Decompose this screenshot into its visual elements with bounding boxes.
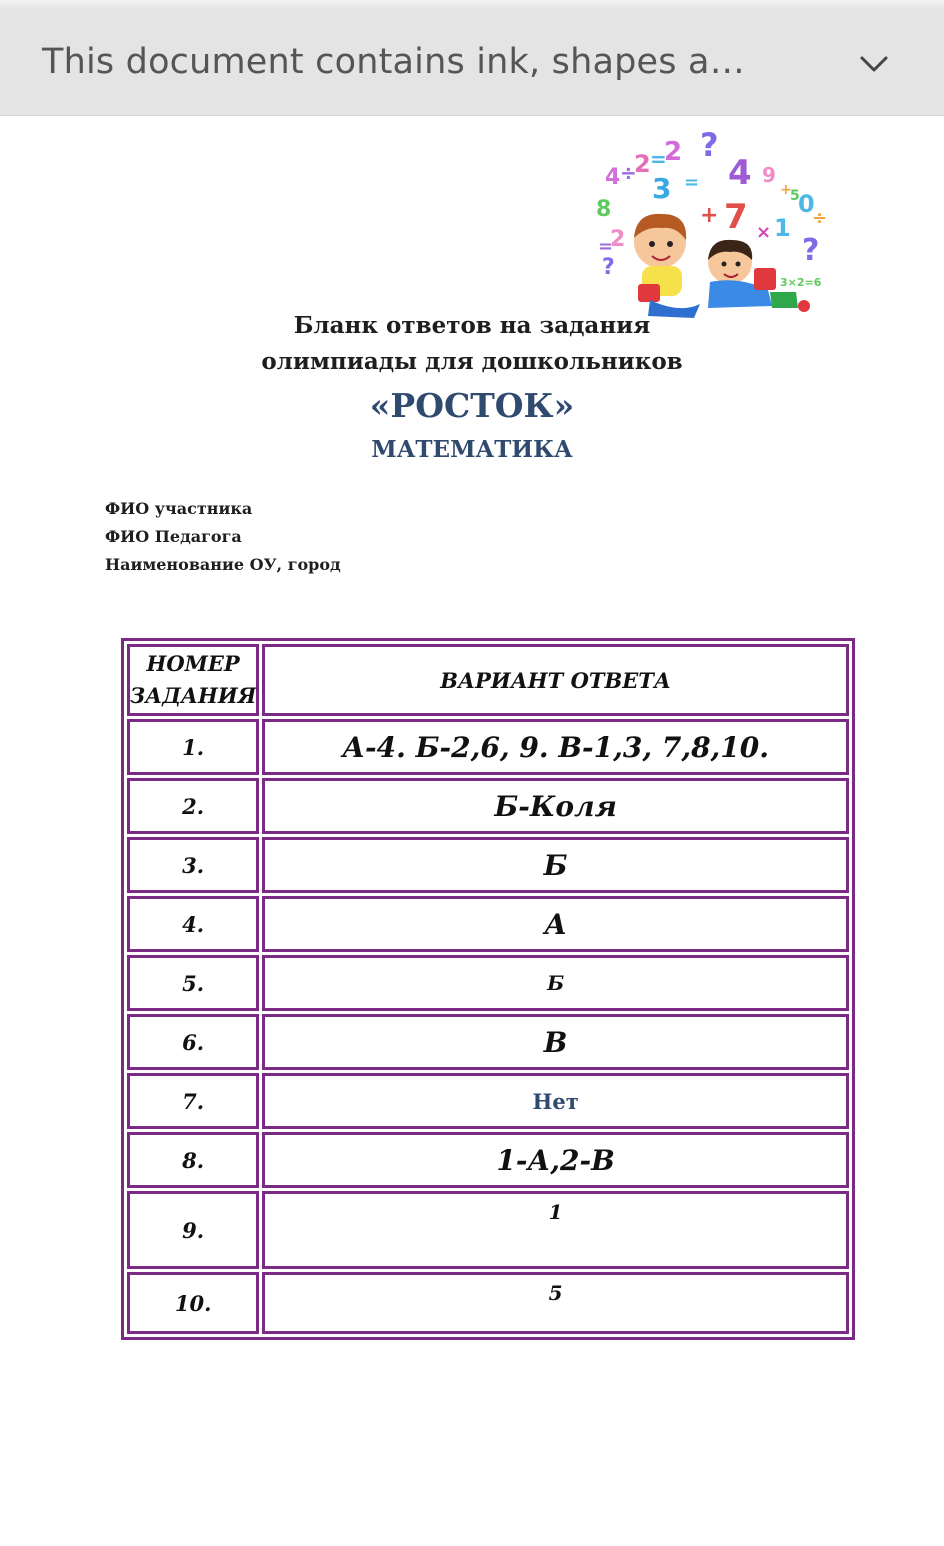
task-number: 3.: [127, 837, 259, 893]
task-number: 2.: [127, 778, 259, 834]
document-notice-banner[interactable]: [0, 8, 944, 116]
illus-numeral: ×: [756, 222, 772, 243]
task-answer: Б: [262, 955, 849, 1011]
table-row: [127, 1132, 849, 1188]
illus-numeral: ÷: [812, 208, 828, 229]
table-row: [127, 778, 849, 834]
table-row: [127, 837, 849, 893]
task-answer: А: [262, 896, 849, 952]
illus-numeral: 0: [798, 190, 815, 218]
header-task-number-line2: ЗАДАНИЯ: [130, 683, 257, 708]
table-row: [127, 1014, 849, 1070]
illus-numeral: 4: [605, 165, 621, 190]
illus-numeral: ?: [700, 126, 719, 164]
document-title-line1: Бланк ответов на задания: [293, 312, 651, 339]
task-number: 6.: [127, 1014, 259, 1070]
illus-numeral: 3: [652, 172, 672, 205]
answers-table: [121, 638, 855, 1340]
table-row: [127, 1073, 849, 1129]
task-answer: 1-А,2-В: [262, 1132, 849, 1188]
notice-text: This document contains ink, shapes a…: [42, 42, 745, 82]
teacher-name-label: ФИО Педагога: [105, 527, 242, 546]
illus-numeral: 5: [790, 188, 800, 204]
illus-numeral: 4: [728, 153, 752, 193]
illus-numeral: =: [650, 147, 667, 171]
task-number: 8.: [127, 1132, 259, 1188]
document-title-line2: олимпиады для дошкольников: [261, 348, 683, 375]
task-number: 1.: [127, 719, 259, 775]
table-row: [127, 896, 849, 952]
task-number: 9.: [127, 1191, 259, 1269]
chevron-down-icon[interactable]: [856, 46, 892, 82]
task-answer: Б: [262, 837, 849, 893]
illus-numeral: 8: [596, 197, 612, 222]
illus-numeral: +: [700, 203, 719, 228]
illus-numeral: ?: [802, 233, 820, 268]
olympiad-name: «РОСТОК»: [369, 386, 575, 425]
header-task-number-line1: НОМЕР: [146, 651, 240, 676]
task-answer: Нет: [262, 1073, 849, 1129]
kids-math-illustration: [590, 122, 835, 322]
header-answer-variant: ВАРИАНТ ОТВЕТА: [262, 644, 849, 716]
task-number: 5.: [127, 955, 259, 1011]
table-row: [127, 1272, 849, 1334]
illus-numeral: ÷: [620, 161, 637, 185]
status-bar-shadow: [0, 0, 944, 8]
header-task-number: [127, 644, 259, 716]
illus-numeral: 7: [724, 197, 748, 237]
task-answer: Б-Коля: [262, 778, 849, 834]
institution-city-label: Наименование ОУ, город: [105, 555, 341, 574]
illus-numeral: =: [684, 172, 700, 193]
task-answer: 5: [262, 1272, 849, 1334]
table-row: [127, 1191, 849, 1269]
task-number: 4.: [127, 896, 259, 952]
table-header-row: [127, 644, 849, 716]
illus-numeral: =: [598, 236, 614, 257]
illus-numeral: 2: [634, 150, 651, 178]
illus-numeral: 1: [774, 214, 791, 242]
table-row: [127, 955, 849, 1011]
illus-numeral: ?: [602, 255, 615, 280]
participant-name-label: ФИО участника: [105, 499, 253, 518]
illus-numeral: 9: [762, 163, 776, 187]
illus-numeral: +: [780, 182, 792, 198]
task-answer: А-4. Б-2,6, 9. В-1,3, 7,8,10.: [262, 719, 849, 775]
task-answer: 1: [262, 1191, 849, 1269]
table-row: [127, 719, 849, 775]
illus-numeral: 2: [610, 227, 626, 252]
task-answer: В: [262, 1014, 849, 1070]
task-number: 10.: [127, 1272, 259, 1334]
illus-numeral: 3×2=6: [780, 276, 822, 289]
task-number: 7.: [127, 1073, 259, 1129]
subject-heading: МАТЕМАТИКА: [371, 436, 573, 463]
illus-numeral: 2: [664, 137, 683, 167]
